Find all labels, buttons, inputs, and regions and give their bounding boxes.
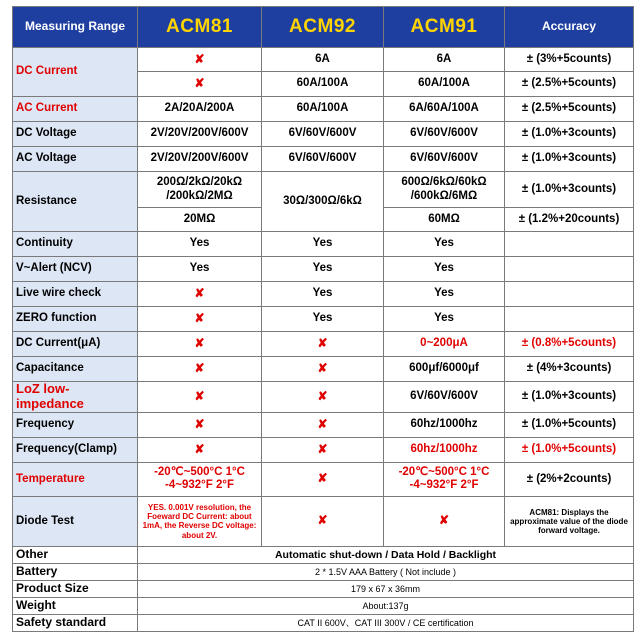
cell-line: /600kΩ/6MΩ bbox=[410, 189, 478, 202]
accuracy-cell bbox=[505, 282, 634, 307]
cell: 6V/60V/600V bbox=[262, 122, 384, 147]
table-row bbox=[13, 147, 634, 172]
cell-line: 200Ω/2kΩ/20kΩ bbox=[156, 176, 243, 189]
cell: Yes bbox=[262, 232, 384, 257]
table-row bbox=[13, 597, 634, 614]
row-label-dc-voltage: DC Voltage bbox=[13, 122, 138, 147]
table-row bbox=[13, 580, 634, 597]
table-row bbox=[13, 462, 634, 496]
footer-value-other: Automatic shut-down / Data Hold / Backlight bbox=[138, 546, 634, 563]
cell: 2A/20A/200A bbox=[138, 97, 262, 122]
cell: Yes bbox=[384, 282, 505, 307]
cell: 0~200μA bbox=[384, 332, 505, 357]
table-row bbox=[13, 437, 634, 462]
cell: 60A/100A bbox=[262, 72, 384, 97]
footer-label-battery: Battery bbox=[13, 563, 138, 580]
acm92-header: ACM92 bbox=[262, 7, 384, 48]
cell: 2V/20V/200V/600V bbox=[138, 147, 262, 172]
accuracy-cell: ± (2%+2counts) bbox=[505, 462, 634, 496]
row-label-dc-current-ua: DC Current(μA) bbox=[13, 332, 138, 357]
footer-value-weight: About:137g bbox=[138, 597, 634, 614]
table-row bbox=[13, 546, 634, 563]
cell: Yes bbox=[384, 257, 505, 282]
row-label-ncv: V~Alert (NCV) bbox=[13, 257, 138, 282]
cross-icon: ✘ bbox=[138, 382, 262, 413]
cell: 6V/60V/600V bbox=[384, 147, 505, 172]
cell: 60hz/1000hz bbox=[384, 412, 505, 437]
table-row bbox=[13, 232, 634, 257]
table-row bbox=[13, 382, 634, 413]
cell: 6A bbox=[384, 48, 505, 72]
spec-table bbox=[12, 6, 634, 632]
accuracy-header: Accuracy bbox=[505, 7, 634, 48]
cell bbox=[138, 462, 262, 496]
cross-icon: ✘ bbox=[262, 496, 384, 546]
footer-label-other: Other bbox=[13, 546, 138, 563]
accuracy-cell bbox=[505, 232, 634, 257]
row-label-diode-test: Diode Test bbox=[13, 496, 138, 546]
row-label-resistance: Resistance bbox=[13, 172, 138, 232]
table-row bbox=[13, 172, 634, 208]
cell: 6A/60A/100A bbox=[384, 97, 505, 122]
cell: Yes bbox=[138, 232, 262, 257]
table-row bbox=[13, 48, 634, 72]
row-label-ac-current: AC Current bbox=[13, 97, 138, 122]
cell: 60A/100A bbox=[262, 97, 384, 122]
cell-line: -20℃~500°C 1°C bbox=[398, 466, 490, 479]
accuracy-cell: ± (1.0%+3counts) bbox=[505, 382, 634, 413]
footer-value-safety: CAT II 600V、CAT III 300V / CE certification bbox=[138, 614, 634, 631]
row-label-loz: LoZ low-impedance bbox=[13, 382, 138, 413]
cell: 6A bbox=[262, 48, 384, 72]
cross-icon: ✘ bbox=[138, 412, 262, 437]
cell bbox=[384, 172, 505, 208]
cell-line: /200kΩ/2MΩ bbox=[166, 189, 233, 202]
row-label-temperature: Temperature bbox=[13, 462, 138, 496]
cross-icon: ✘ bbox=[138, 48, 262, 72]
row-label-continuity: Continuity bbox=[13, 232, 138, 257]
row-label-capacitance: Capacitance bbox=[13, 357, 138, 382]
cell: 30Ω/300Ω/6kΩ bbox=[262, 172, 384, 232]
table-row bbox=[13, 257, 634, 282]
cross-icon: ✘ bbox=[262, 437, 384, 462]
measuring-range-header: Measuring Range bbox=[13, 7, 138, 48]
accuracy-cell: ± (2.5%+5counts) bbox=[505, 72, 634, 97]
table-row bbox=[13, 122, 634, 147]
cross-icon: ✘ bbox=[138, 437, 262, 462]
cell: 6V/60V/600V bbox=[384, 382, 505, 413]
accuracy-cell: ACM81: Displays the approximate value of the diode forward voltage. bbox=[505, 496, 634, 546]
cell: 6V/60V/600V bbox=[384, 122, 505, 147]
cell: Yes bbox=[138, 257, 262, 282]
table-row bbox=[13, 614, 634, 631]
cross-icon: ✘ bbox=[138, 357, 262, 382]
cell-line: -4~932°F 2°F bbox=[409, 479, 479, 492]
acm81-header: ACM81 bbox=[138, 7, 262, 48]
row-label-frequency: Frequency bbox=[13, 412, 138, 437]
table-row bbox=[13, 412, 634, 437]
cell: Yes bbox=[262, 307, 384, 332]
accuracy-cell: ± (3%+5counts) bbox=[505, 48, 634, 72]
footer-label-weight: Weight bbox=[13, 597, 138, 614]
cross-icon: ✘ bbox=[262, 357, 384, 382]
table-row bbox=[13, 357, 634, 382]
row-label-dc-current: DC Current bbox=[13, 48, 138, 97]
row-label-frequency-clamp: Frequency(Clamp) bbox=[13, 437, 138, 462]
cross-icon: ✘ bbox=[138, 332, 262, 357]
accuracy-cell: ± (0.8%+5counts) bbox=[505, 332, 634, 357]
cross-icon: ✘ bbox=[262, 462, 384, 496]
cell-line: 600Ω/6kΩ/60kΩ bbox=[401, 176, 487, 189]
cell: 600μf/6000μf bbox=[384, 357, 505, 382]
cell bbox=[138, 172, 262, 208]
acm91-header: ACM91 bbox=[384, 7, 505, 48]
cross-icon: ✘ bbox=[262, 412, 384, 437]
cell: 20MΩ bbox=[138, 208, 262, 232]
footer-label-safety: Safety standard bbox=[13, 614, 138, 631]
footer-value-battery: 2 * 1.5V AAA Battery ( Not include ) bbox=[138, 563, 634, 580]
cell: 60MΩ bbox=[384, 208, 505, 232]
cell bbox=[384, 462, 505, 496]
cell: 2V/20V/200V/600V bbox=[138, 122, 262, 147]
cross-icon: ✘ bbox=[138, 282, 262, 307]
cell: Yes bbox=[262, 257, 384, 282]
footer-label-size: Product Size bbox=[13, 580, 138, 597]
table-row bbox=[13, 282, 634, 307]
accuracy-cell: ± (2.5%+5counts) bbox=[505, 97, 634, 122]
cell-line: -20℃~500°C 1°C bbox=[154, 466, 245, 479]
cell: Yes bbox=[262, 282, 384, 307]
accuracy-cell: ± (1.0%+5counts) bbox=[505, 437, 634, 462]
table-row bbox=[13, 97, 634, 122]
table-row bbox=[13, 563, 634, 580]
row-label-zero-function: ZERO function bbox=[13, 307, 138, 332]
table-row bbox=[13, 496, 634, 546]
cell: Yes bbox=[384, 307, 505, 332]
accuracy-cell bbox=[505, 257, 634, 282]
accuracy-cell: ± (1.0%+5counts) bbox=[505, 412, 634, 437]
cross-icon: ✘ bbox=[262, 382, 384, 413]
accuracy-cell bbox=[505, 307, 634, 332]
header-row bbox=[13, 7, 634, 48]
cell: 60hz/1000hz bbox=[384, 437, 505, 462]
cross-icon: ✘ bbox=[262, 332, 384, 357]
cross-icon: ✘ bbox=[138, 307, 262, 332]
cell: Yes bbox=[384, 232, 505, 257]
accuracy-cell: ± (1.0%+3counts) bbox=[505, 172, 634, 208]
cross-icon: ✘ bbox=[384, 496, 505, 546]
cell: 6V/60V/600V bbox=[262, 147, 384, 172]
accuracy-cell: ± (1.2%+20counts) bbox=[505, 208, 634, 232]
table-row bbox=[13, 307, 634, 332]
cross-icon: ✘ bbox=[138, 72, 262, 97]
cell: 60A/100A bbox=[384, 72, 505, 97]
table-row bbox=[13, 332, 634, 357]
cell-line: -4~932°F 2°F bbox=[165, 479, 234, 492]
footer-value-size: 179 x 67 x 36mm bbox=[138, 580, 634, 597]
row-label-ac-voltage: AC Voltage bbox=[13, 147, 138, 172]
row-label-live-wire: Live wire check bbox=[13, 282, 138, 307]
accuracy-cell: ± (4%+3counts) bbox=[505, 357, 634, 382]
cell: YES. 0.001V resolution, the Foeward DC Current: about 1mA, the Reverse DC voltage: about 2V. bbox=[138, 496, 262, 546]
accuracy-cell: ± (1.0%+3counts) bbox=[505, 147, 634, 172]
accuracy-cell: ± (1.0%+3counts) bbox=[505, 122, 634, 147]
